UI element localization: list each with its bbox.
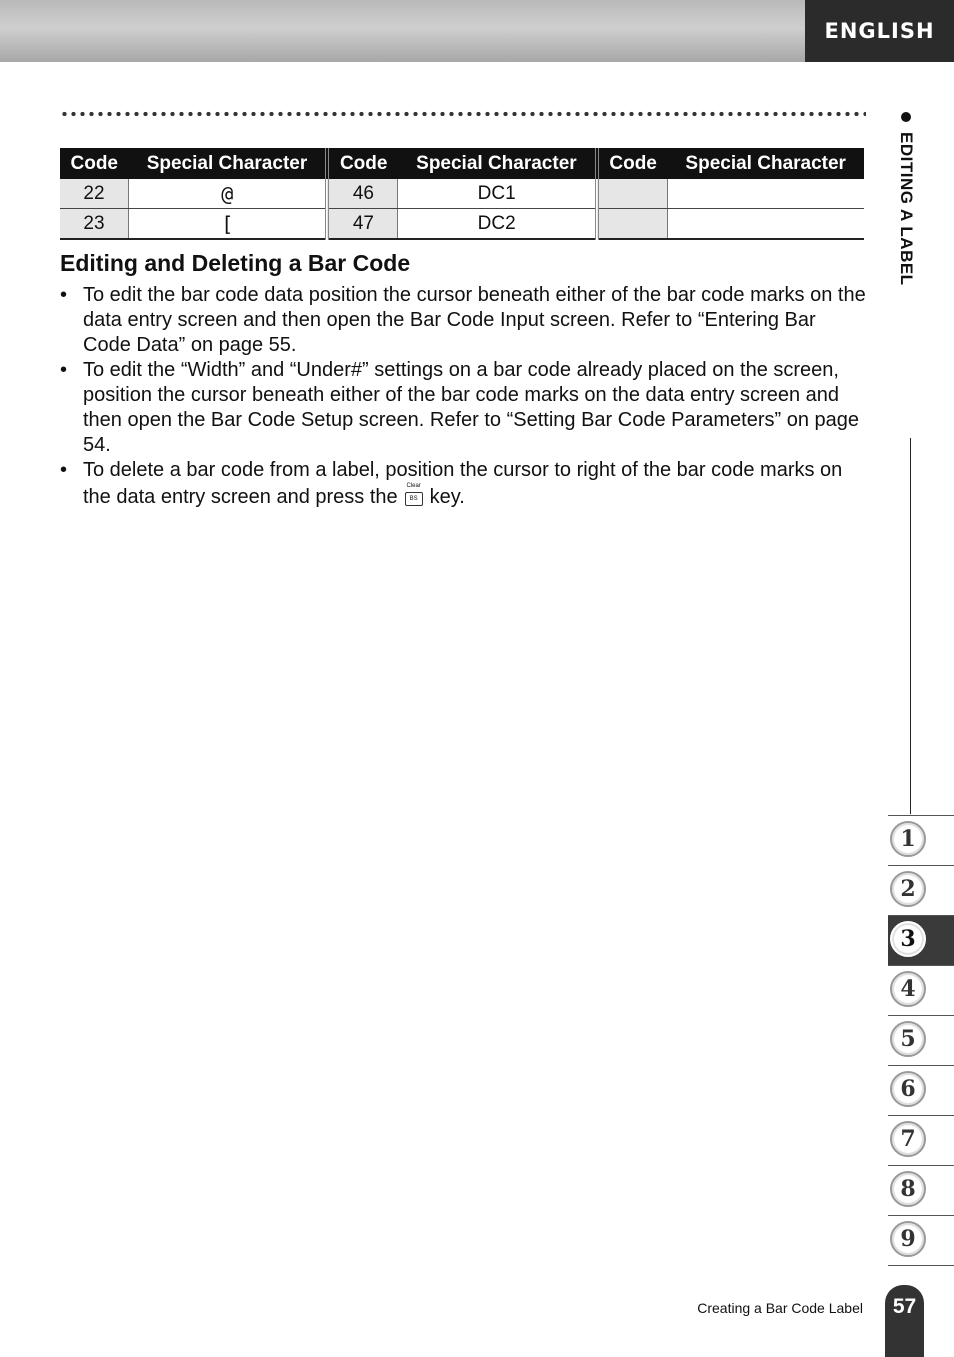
chapter-number: 9 bbox=[890, 1221, 926, 1257]
language-label: ENGLISH bbox=[805, 0, 954, 62]
footer-section-title: Creating a Bar Code Label bbox=[697, 1300, 863, 1316]
chapter-number: 1 bbox=[890, 821, 926, 857]
header-code-1: Code bbox=[60, 148, 129, 179]
chapter-tab-5[interactable] bbox=[888, 1015, 954, 1065]
chapter-tab-2[interactable] bbox=[888, 865, 954, 915]
side-divider-line bbox=[910, 438, 911, 814]
special-char-cell: DC2 bbox=[398, 209, 597, 240]
chapter-side-title bbox=[894, 112, 916, 286]
header-code-3: Code bbox=[597, 148, 668, 179]
chapter-tab-9[interactable] bbox=[888, 1215, 954, 1265]
table-row bbox=[60, 209, 864, 240]
special-char-cell bbox=[667, 179, 864, 209]
side-title-text: EDITING A LABEL bbox=[897, 132, 916, 286]
header-band bbox=[0, 0, 805, 62]
chapter-tabs bbox=[888, 815, 954, 1266]
clear-key-label: Clear bbox=[406, 483, 421, 489]
special-char-cell: [ bbox=[129, 209, 328, 240]
special-char-cell: DC1 bbox=[398, 179, 597, 209]
list-item bbox=[60, 458, 866, 510]
page-number: 57 bbox=[885, 1285, 924, 1357]
chapter-number: 2 bbox=[890, 871, 926, 907]
section-title: Editing and Deleting a Bar Code bbox=[60, 250, 411, 276]
code-cell: 46 bbox=[327, 179, 398, 209]
code-cell bbox=[597, 179, 668, 209]
chapter-tab-8[interactable] bbox=[888, 1165, 954, 1215]
code-cell bbox=[597, 209, 668, 240]
header-special-1: Special Character bbox=[129, 148, 328, 179]
code-cell: 47 bbox=[327, 209, 398, 240]
list-item-text: key. bbox=[429, 486, 465, 508]
chapter-tab-3[interactable] bbox=[888, 915, 954, 965]
special-character-table bbox=[60, 148, 864, 240]
clear-key-icon bbox=[404, 483, 424, 507]
header-special-3: Special Character bbox=[667, 148, 864, 179]
clear-key-cap: BS bbox=[405, 492, 423, 506]
instruction-list bbox=[60, 283, 866, 510]
special-char-cell: @ bbox=[129, 179, 328, 209]
table-row bbox=[60, 179, 864, 209]
chapter-number: 4 bbox=[890, 971, 926, 1007]
header-code-2: Code bbox=[327, 148, 398, 179]
chapter-tab-1[interactable] bbox=[888, 815, 954, 865]
chapter-tabs-end bbox=[888, 1265, 954, 1266]
special-char-cell bbox=[667, 209, 864, 240]
chapter-tab-4[interactable] bbox=[888, 965, 954, 1015]
chapter-number: 3 bbox=[890, 921, 926, 957]
chapter-number: 6 bbox=[890, 1071, 926, 1107]
list-item: • To edit the bar code data position the cursor beneath either of the bar code marks on the data entry screen and then open the Bar Code Input screen. Refer to “Entering Bar Code Data” on page 55. bbox=[60, 283, 866, 358]
dotted-divider bbox=[60, 111, 866, 117]
list-item: • To edit the “Width” and “Under#” settings on a bar code already placed on the screen, position the cursor beneath either of the bar code marks on the data entry screen and then open the Bar Code Setup screen. Refer to “Setting Bar Code Parameters” on page 54. bbox=[60, 358, 866, 458]
table-header-row bbox=[60, 148, 864, 179]
header-special-2: Special Character bbox=[398, 148, 597, 179]
chapter-tab-7[interactable] bbox=[888, 1115, 954, 1165]
code-cell: 23 bbox=[60, 209, 129, 240]
list-item-text: To delete a bar code from a label, position the cursor to right of the bar code marks on the data entry screen and press the bbox=[83, 459, 843, 508]
chapter-number: 5 bbox=[890, 1021, 926, 1057]
chapter-tab-6[interactable] bbox=[888, 1065, 954, 1115]
chapter-number: 7 bbox=[890, 1121, 926, 1157]
chapter-number: 8 bbox=[890, 1171, 926, 1207]
code-cell: 22 bbox=[60, 179, 129, 209]
bullet-dot-icon bbox=[901, 112, 911, 122]
